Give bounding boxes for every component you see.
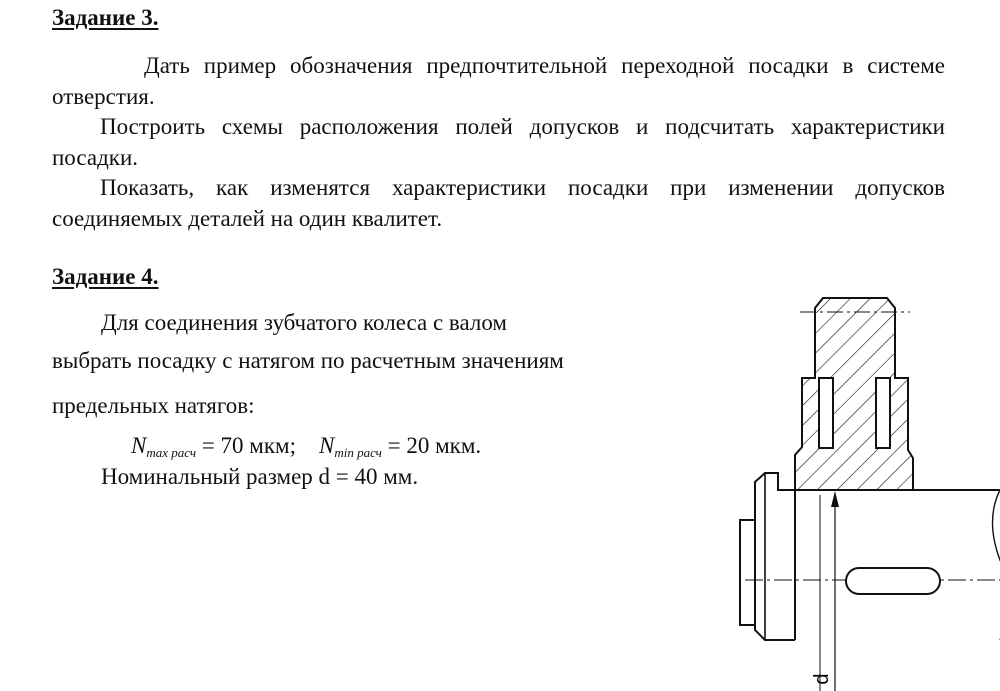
task4-line-1: Для соединения зубчатого колеса с валом [101, 310, 507, 335]
nominal-size-text: Номинальный размер d = 40 мм. [101, 464, 419, 489]
task4-line-2: выбрать посадку с натягом по расчетным значениям [52, 348, 564, 373]
nmax-value: = 70 мкм; [201, 433, 296, 458]
nmin-value: = 20 мкм. [387, 433, 482, 458]
keyway-slot [846, 568, 940, 594]
gear-section [795, 298, 913, 490]
task4-line-3: предельных натягов: [52, 393, 255, 418]
dimension-label-d: d [811, 673, 833, 685]
nmin-term [319, 433, 481, 458]
task3-heading: Задание 3. [52, 5, 159, 30]
nmax-symbol: N [131, 433, 147, 458]
shaft-break-line [993, 490, 1000, 640]
gear-shaft-drawing [720, 292, 1000, 691]
nmax-subscript: max расч [146, 445, 197, 460]
gear-slot-left [819, 378, 833, 448]
dimension-arrow [831, 491, 839, 507]
task3-paragraph-1: Дать пример обозначения предпочтительной переходной посадки в системе отверстия. [52, 53, 945, 109]
shaft-outline [755, 473, 1000, 640]
nmin-symbol: N [318, 433, 335, 458]
shaft-end-stub [740, 520, 755, 625]
task3-paragraph-3: Показать, как изменятся характеристики посадки при изменении допусков соединяемых деталей на один квалитет. [52, 175, 945, 231]
limit-interference-formula [131, 433, 481, 461]
nmax-term [131, 433, 296, 458]
task3-paragraph-2: Построить схемы расположения полей допусков и подсчитать характеристики посадки. [52, 114, 945, 170]
nmin-subscript: min расч [334, 445, 382, 460]
gear-slot-right [876, 378, 890, 448]
task4-heading: Задание 4. [52, 264, 159, 289]
